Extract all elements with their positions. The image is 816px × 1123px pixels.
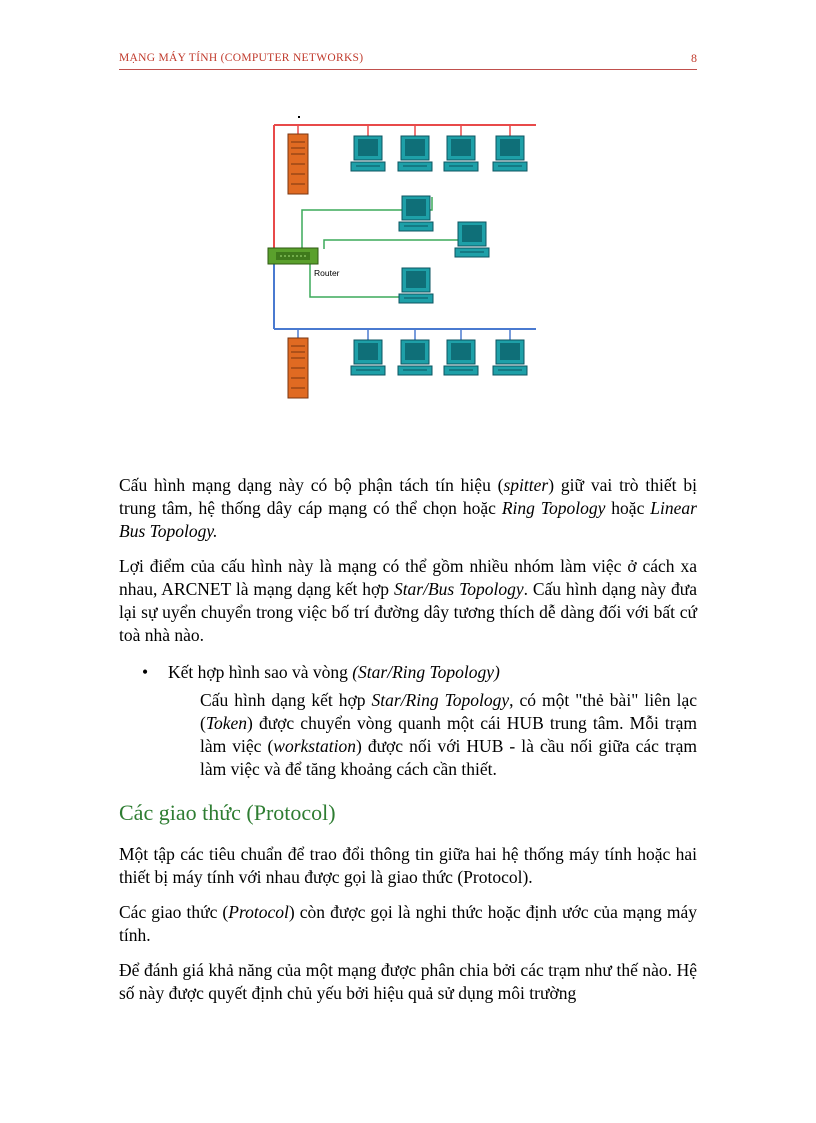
paragraph-6: Để đánh giá khả năng của một mạng được phân chia bởi các trạm như thế nào. Hệ số này được quyết định chủ yếu bởi hiệu quả sử dụng môi trường (119, 960, 697, 1003)
pc-bottom-1 (351, 340, 385, 375)
paragraph-5: Các giao thức (Protocol) còn được gọi là nghi thức hoặc định ước của mạng máy tính. (119, 902, 698, 945)
pc-top-2 (398, 136, 432, 171)
page-header (119, 51, 697, 70)
pc-bottom-2 (398, 340, 432, 375)
pc-mid-1 (399, 196, 433, 231)
top-marker (298, 116, 300, 118)
server-bottom (288, 338, 308, 398)
pc-mid-3 (399, 268, 433, 303)
paragraph-2: Lợi điểm của cấu hình này là mạng có thể gồm nhiều nhóm làm việc ở cách xa nhau, ARCNET là mạng dạng kết hợp Star/Bus Topology. Cấu hình dạng này đưa lại sự uyển chuyển trong việc bố trí đường dây tương thích dễ dàng đối với bất cứ toà nhà nào. (119, 556, 697, 645)
green-links (302, 197, 458, 297)
pc-top-4 (493, 136, 527, 171)
paragraph-1: Cấu hình mạng dạng này có bộ phận tách tín hiệu (spitter) giữ vai trò thiết bị trung tâm, hệ thống dây cáp mạng có thể chọn hoặc Ring Topology hoặc Linear Bus Topology. (119, 475, 697, 541)
server-top (288, 134, 308, 194)
paragraph-3: Cấu hình dạng kết hợp Star/Ring Topology, có một "thẻ bài" liên lạc (Token) được chuyển vòng quanh một cái HUB trung tâm. Mỗi trạm làm việc (workstation) được nối với HUB - là cầu nối giữa các trạm làm việc và để tăng khoảng cách cần thiết. (200, 690, 697, 779)
list-item: • Kết hợp hình sao và vòng (Star/Ring Topology) (142, 662, 500, 682)
header-title: MẠNG MÁY TÍNH (COMPUTER NETWORKS) (119, 52, 364, 64)
section-heading: Các giao thức (Protocol) (119, 800, 336, 825)
paragraph-4: Một tập các tiêu chuẩn để trao đổi thông tin giữa hai hệ thống máy tính hoặc hai thiết bị máy tính với nhau được gọi là giao thức (Protocol). (119, 844, 697, 887)
pc-bottom-3 (444, 340, 478, 375)
pc-top-1 (351, 136, 385, 171)
bullet-marker: • (142, 662, 149, 682)
pc-bottom-4 (493, 340, 527, 375)
pc-top-3 (444, 136, 478, 171)
pc-mid-2 (455, 222, 489, 257)
router-device (268, 248, 318, 264)
router-label: Router (314, 268, 340, 278)
page-number: 8 (691, 51, 697, 65)
network-diagram (262, 112, 540, 412)
